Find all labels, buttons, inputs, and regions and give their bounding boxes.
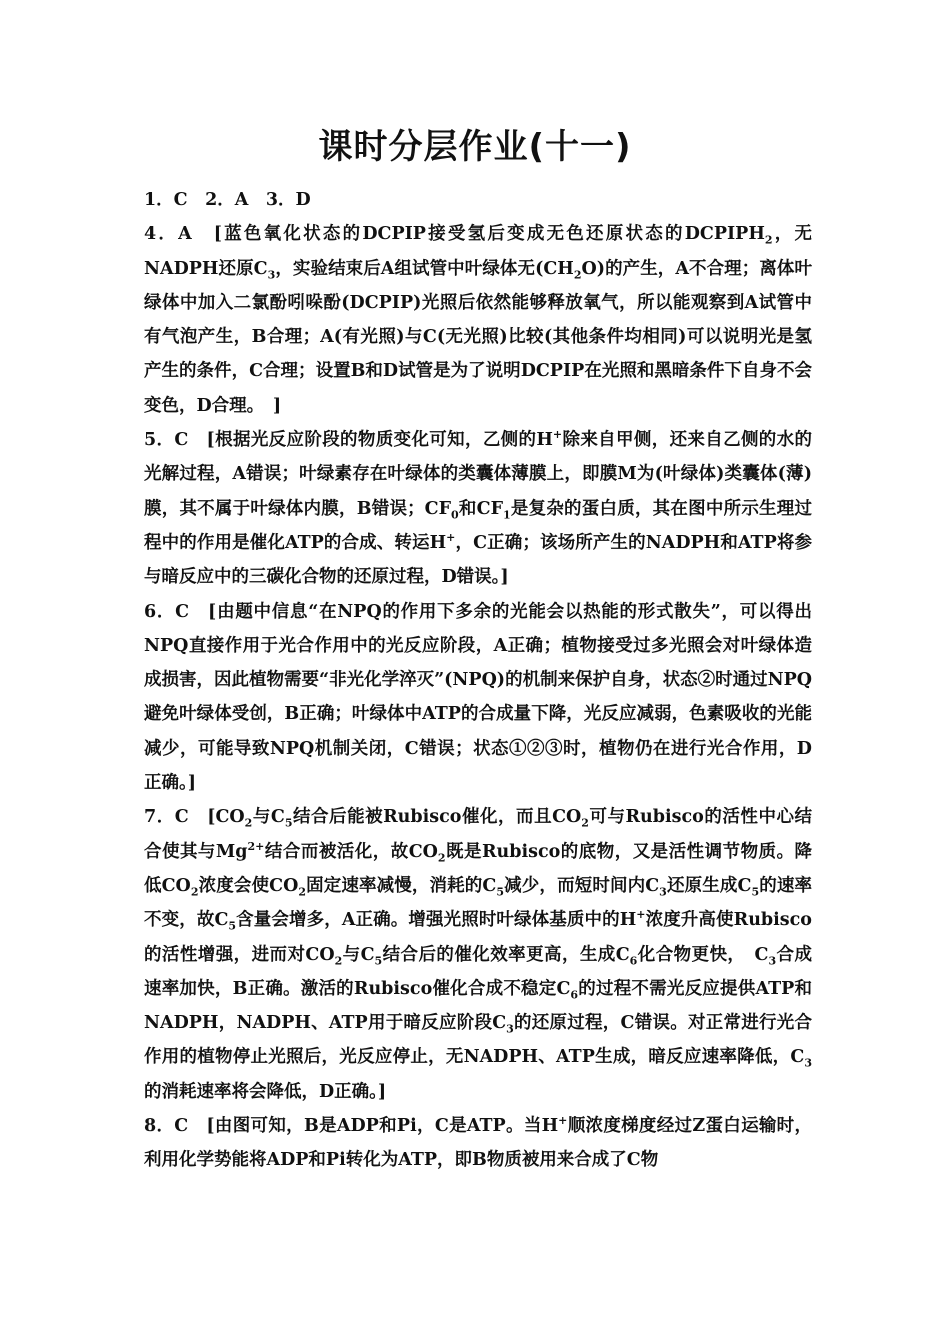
answer-5: 5．C [根据光反应阶段的物质变化可知，乙侧的H+除来自甲侧，还来自乙侧的水的光解过程，A错误；叶绿素存在叶绿体的类囊体薄膜上，即膜M为(叶绿体)类囊体(薄)膜，其不属于叶绿体内膜，B错误；$CF_0$和$CF_1$是复杂的蛋白质，其在图中所示生理过程中的作用是催化ATP的合成、转运H+，C正确；该场所产生的NADPH和ATP将参与暗反应中的三碳化合物的还原过程，D错误。] bbox=[144, 428, 813, 588]
answer-6: 6．C [由题中信息“在NPQ的作用下多余的光能会以热能的形式散失”，可以得出NPQ直接作用于光合作用中的光反应阶段，A正确；植物接受过多光照会对叶绿体造成损害，因此植物需要“非光化学淬灭”(NPQ)的机制来保护自身，状态②时通过NPQ避免叶绿体受创，B正确；叶绿体中ATP的合成量下降，光反应减弱，色素吸收的光能减少，可能导致NPQ机制关闭，C错误；状态①②③时，植物仍在进行光合作用，D正确。] bbox=[144, 601, 812, 794]
answers-1-3: 1．C 2．A 3．D bbox=[144, 190, 311, 210]
answer-7: 7．C [$CO_2$与$C_5$结合后能被Rubisco催化，而且$CO_2$可与Rubisco的活性中心结合使其与$Mg^{2+}$结合而被活化，故$CO_2$既是Rubisco的底物，又是活性调节物质。降低$CO_2$浓度会使$CO_2$固定速率减慢，消耗的$C_5$减少，而短时间内$C_3$还原生成$C_5$的速率不变，故$C_5$含量会增多，A正确。增强光照时叶绿体基质中的H+浓度升高使Rubisco的活性增强，进而对$CO_2$与$C_5$结合后的催化效率更高，生成$C_6$化合物更快， $C_3$合成速率加快，B正确。激活的Rubisco催化合成不稳定$C_6$的过程不需光反应提供ATP和NADPH，NADPH、ATP用于暗反应阶段$C_3$的还原过程，C错误。对正常进行光合作用的植物停止光照后，光反应停止，无NADPH、ATP生成，暗反应速率降低，$C_3$的消耗速率将会降低，D正确。] bbox=[144, 807, 813, 1102]
answer-4: 4．A [蓝色氧化状态的DCPIP接受氢后变成无色还原状态的$DCPIPH_2$，无NADPH还原$C_3$，实验结束后A组试管中叶绿体无$(CH_2O)$的产生，A不合理；离体叶绿体中加入二氯酚吲哚酚(DCPIP)光照后依然能够释放氧气，所以能观察到A试管中有气泡产生，B合理；A(有光照)与C(无光照)比较(其他条件均相同)可以说明光是氢产生的条件，C合理；设置B和D试管是为了说明DCPIP在光照和黑暗条件下自身不会变色，D合理。 ] bbox=[144, 224, 812, 416]
answer-content bbox=[144, 183, 812, 1178]
answer-8: 8．C [由图可知，B是ADP和Pi，C是ATP。当H+顺浓度梯度经过Z蛋白运输时，利用化学势能将ADP和Pi转化为ATP，即B物质被用来合成了C物 bbox=[144, 1114, 812, 1171]
page-title: 课时分层作业(十一) bbox=[318, 127, 632, 167]
